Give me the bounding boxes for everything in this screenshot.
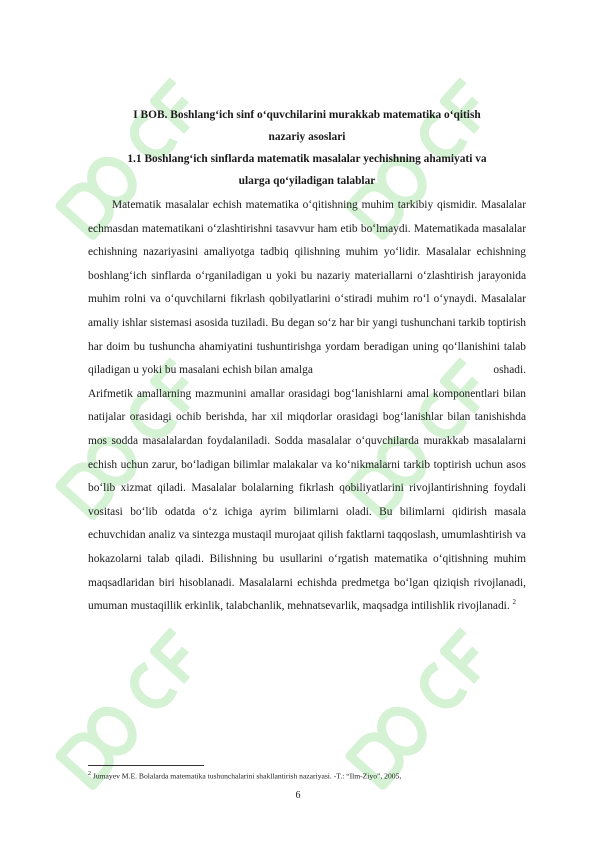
paragraph-2-text: Arifmetik amallarning mazmunini amallar orasidagi bog‘lanishlarni amal komponentlari bilan natijalar orasidagi ochib berishda, har xil miqdorlar orasidagi bog‘lanishlar bilan tanishishda mos sodda masalalardan foydalaniladi. Sodda masalalar o‘quvchilarda murakkab masalalarni echish uchun zarur, bo‘ladigan bilimlar malakalar va ko‘nikmalarni tarkib toptirish uchun asos bo‘lib xizmat qiladi. Masalalar bolalarning fikrlash qobiliyatlarini rivojlantirishning foydali vositasi bo‘lib odatda o‘z ichiga ayrim bilimlarni oladi. Bu bilimlarni qidirish masala echuvchidan analiz va sintezga mustaqil murojaat qilish faktlarni taqqoslash, umumlashtirish va hokazolarni talab qiladi. Bilishning bu usullarini o‘rgatish matematika o‘qitishning muhim maqsadlaridan biri hisoblanadi. Masalalarni echishda predmetga bo‘lgan qiziqish rivojlanadi, umuman mustaqillik erkinlik, talabchanlik, mehnatsevarlik, maqsadga intilishlik rivojlanadi. [88,387,526,613]
watermark-logo [350,630,496,785]
watermark-letter-shape [417,664,465,711]
watermark-letter-shape [83,703,140,759]
paragraph-1-text: Matematik masalalar echish matematika o‘qitishning muhim tarkibiy qismidir. Masalalar echmasdan matematikani o‘zlashtirishni tasavvur ham etib bo‘lmaydi. Matematikada masalalar echishning nazariyasini amaliyotga tadbiq qilishning muhim yo‘lidir. Masalalar echishning boshlang‘ich sinflarda o‘rganiladigan u yoki bu nazariy materiallarni o‘zlashtirish jarayonida muhim rolni va o‘quvchilarni fikrlash qobilyatlarini o‘stiradi muhim ro‘l o‘ynaydi. Masalalar amaliy ishlar sistemasi asosida tuziladi. Bu degan so‘z har bir yangi tushunchani tarkib toptirish har doim bu tushuncha ahamiyatini tushuntirishga yordam beradigan uning qo‘llanishini talab qiladigan u yoki bu masalani echish bilan amalga [88,199,526,377]
watermark-letter-shape [154,630,205,680]
chapter-title-line-2: nazariy asoslari [268,131,346,143]
watermark-letter-shape [127,664,175,711]
paragraph-2 [88,383,526,619]
paragraph-1 [88,194,526,383]
document-body [88,104,526,619]
watermark-letter-shape [373,703,430,759]
footnote [88,769,528,782]
paragraph-1-end: oshadi. [493,364,526,377]
footnote-text: Jumayev M.E. Bolalarda matematika tushunchalarini shakllantirish nazariyasi. -T.: “Ilm-Ziyo”, 2005, [91,771,402,781]
watermark-logo [60,630,206,785]
footnote-number: 2 [88,771,91,777]
footnote-divider [88,765,204,766]
section-title-line-2: ularga qo‘yiladigan talablar [238,175,376,187]
page-number: 6 [295,790,301,801]
section-title-line-1: 1.1 Boshlang‘ich sinflarda matematik masalalar yechishning ahamiyati va [127,153,487,165]
watermark-letter-shape [444,630,495,680]
footnote-reference[interactable]: 2 [512,598,517,607]
chapter-title-line-1: I BOB. Boshlang‘ich sinf o‘quvchilarini murakkab matematika o‘qitish [133,109,481,121]
